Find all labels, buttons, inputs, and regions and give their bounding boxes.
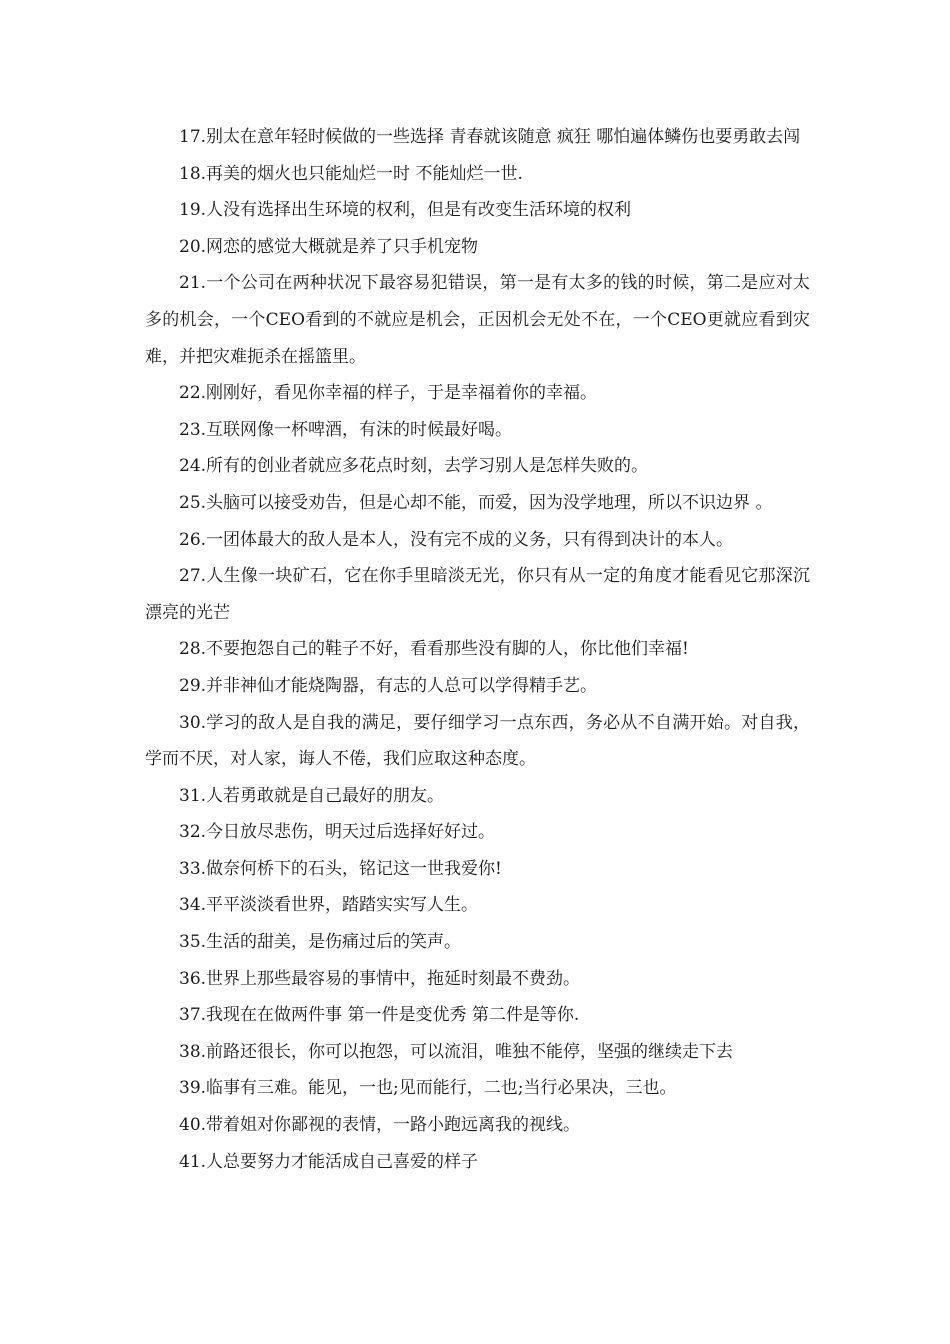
quote-list — [145, 119, 810, 1180]
list-item: 35.生活的甜美，是伤痛过后的笑声。 — [179, 932, 462, 953]
list-item: 19.人没有选择出生环境的权利，但是有改变生活环境的权利 — [179, 200, 632, 221]
list-item: 41.人总要努力才能活成自己喜爱的样子 — [179, 1151, 479, 1172]
list-item: 26.一团体最大的敌人是本人，没有完不成的义务，只有得到决计的本人。 — [179, 529, 734, 550]
list-item: 31.人若勇敢就是自己最好的朋友。 — [179, 785, 445, 806]
list-item: 17.别太在意年轻时候做的一些选择 青春就该随意 疯狂 哪怕遍体鳞伤也要勇敢去闯 — [179, 127, 801, 147]
list-item: 34.平平淡淡看世界，踏踏实实写人生。 — [179, 895, 479, 916]
list-item: 23.互联网像一杯啤酒，有沫的时候最好喝。 — [179, 419, 513, 440]
list-item: 25.头脑可以接受劝告，但是心却不能，而爱，因为没学地理，所以不识边界 。 — [179, 492, 773, 513]
list-item: 32.今日放尽悲伤，明天过后选择好好过。 — [179, 822, 496, 843]
list-item: 38.前路还很长，你可以抱怨，可以流泪，唯独不能停，坚强的继续走下去 — [179, 1041, 734, 1062]
list-item: 21.一个公司在两种状况下最容易犯错误，第一是有太多的钱的时候，第二是应对太多的机会，一个CEO看到的不就应是机会，正因机会无处不在，一个CEO更就应看到灾难，并把灾难扼杀在摇篮里。 — [145, 273, 810, 367]
list-item: 39.临事有三难。能见，一也;见而能行，二也;当行必果决，三也。 — [179, 1078, 677, 1099]
list-item: 37.我现在在做两件事 第一件是变优秀 第二件是等你. — [179, 1005, 580, 1026]
list-item: 36.世界上那些最容易的事情中，拖延时刻最不费劲。 — [179, 968, 581, 989]
list-item: 20.网恋的感觉大概就是养了只手机宠物 — [179, 236, 479, 257]
list-item: 33.做奈何桥下的石头，铭记这一世我爱你! — [179, 858, 502, 879]
list-item: 40.带着姐对你鄙视的表情，一路小跑远离我的视线。 — [179, 1115, 581, 1136]
list-item: 29.并非神仙才能烧陶器，有志的人总可以学得精手艺。 — [179, 675, 598, 696]
list-item: 18.再美的烟火也只能灿烂一时 不能灿烂一世. — [179, 163, 523, 184]
list-item: 27.人生像一块矿石，它在你手里暗淡无光，你只有从一定的角度才能看见它那深沉漂亮的光芒 — [145, 566, 810, 623]
list-item: 24.所有的创业者就应多花点时刻，去学习别人是怎样失败的。 — [179, 456, 649, 477]
list-item: 30.学习的敌人是自我的满足，要仔细学习一点东西，务必从不自满开始。对自我，学而不厌，对人家，诲人不倦，我们应取这种态度。 — [145, 712, 810, 770]
list-item: 22.刚刚好，看见你幸福的样子，于是幸福着你的幸福。 — [179, 383, 598, 404]
list-item: 28.不要抱怨自己的鞋子不好，看看那些没有脚的人，你比他们幸福! — [179, 639, 689, 660]
